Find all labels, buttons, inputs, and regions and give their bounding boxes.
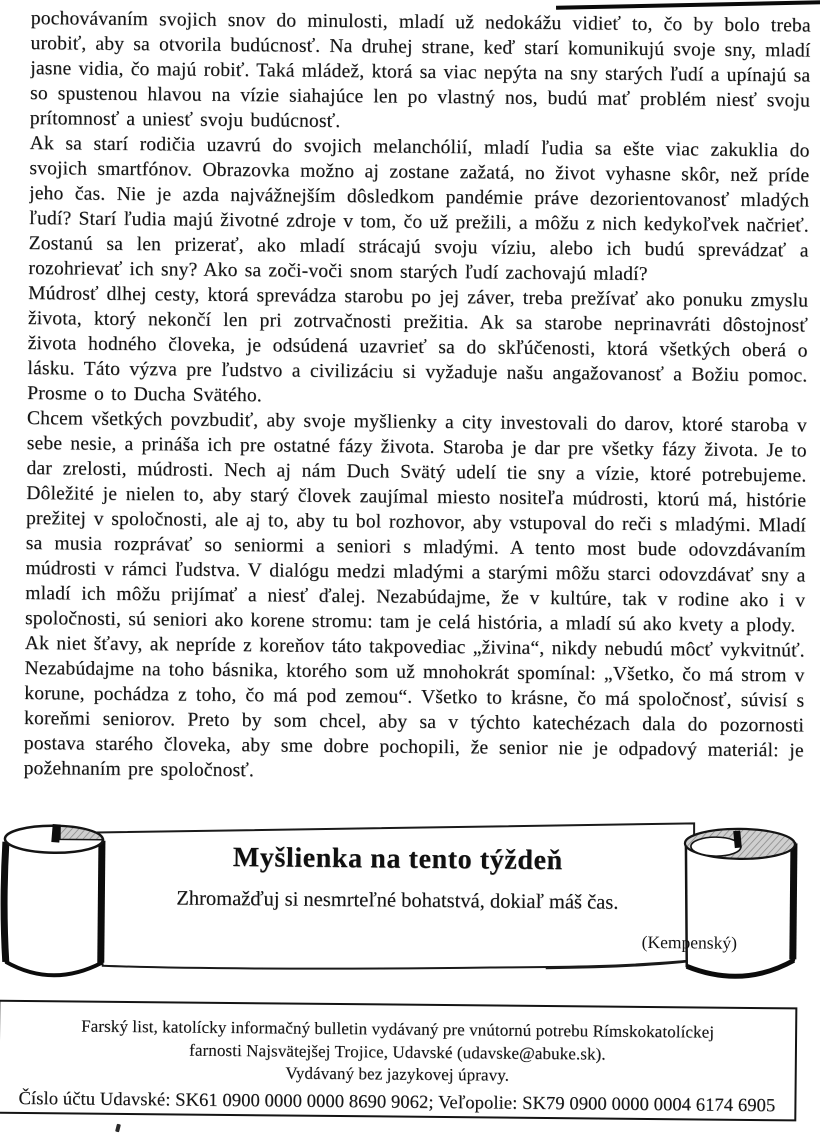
- banner-title: Myšlienka na tento týždeň: [232, 841, 563, 877]
- paragraph: pochovávaním svojich snov do minulosti, mladí už nedokážu vidieť to, čo by bolo treba urobiť, aby sa otvorila budúcnosť. Na druhej strane, keď starí komunikujú svoje sny, mladí jasne vidia, čo majú robiť. Taká mládež, ktorá sa viac nepýta na sny starých ľudí a upínajú sa so spustenou hlavou na vízie siahajúce len po vlastný nos, budú mať problém niesť svoju prítomnosť a uniesť svoju budúcnosť.: [29, 8, 811, 132]
- scroll-left-roll: [3, 824, 103, 976]
- thought-of-week-banner: [0, 812, 812, 1012]
- paragraph: Chcem všetkých povzbudiť, aby svoje myšlienky a city investovali do darov, ktoré staroba v sebe nesie, a prináša ich pre ostatné fázy života. Staroba je dar pre všetky fázy života. Je to dar zrelosti, múdrosti. Nech aj nám Duch Svätý udelí tie sny a vízie, ktoré potrebujeme. Dôležité je nielen to, aby starý človek zaujímal miesto nositeľa múdrosti, ktorú má, histórie prežitej v spoločnosti, ale aj to, aby tu bol rozhovor, aby vstupoval do reči s mladými. Mladí sa musia rozprávať so seniormi a seniori s mladými. A tento most bude odovzdávaním múdrosti v rámci ľudstva. V dialógu medzi mladými a starými môžu starci odovzdávať sny a mladí ich môžu prijímať a niesť ďalej. Nezabúdajme, že v kultúre, tak v rodine ako i v spoločnosti, sú seniori ako korene stromu: tam je celá história, a mladí sú ako kvety a plody.: [24, 407, 808, 637]
- paragraph: Ak sa starí rodičia uzavrú do svojich melanchólií, mladí ľudia sa ešte viac zakuklia do svojich smartfónov. Obrazovka možno aj zostane zažatá, no život vyhasne skôr, než príde jeho čas. Nie je azda najvážnejším dôsledkom pandémie práve dezorientovanosť mladých ľudí? Starí ľudia majú životné zdroje v tom, čo už prežili, a môžu z nich kedykoľvek načrieť. Zostanú sa len prizerať, ako mladí strácajú svoju víziu, alebo ich budú sprevádzať a rozohrievať ich sny? Ako sa zoči-voči snom starých ľudí zachovajú mladí?: [28, 133, 810, 285]
- bank-accounts-line: Číslo účtu Udavské: SK61 0900 0000 0000 8690 9062; Veľopolie: SK79 0900 0000 0004 6174 6905: [18, 1088, 776, 1116]
- banner-quote: Zhromažďuj si nesmrteľné bohatstvá, dokiaľ máš čas.: [176, 887, 619, 914]
- scroll-right-roll: [684, 828, 795, 977]
- paragraph: Ak niet šťavy, ak nepríde z koreňov táto takpovediac „živina“, nikdy nebudú môcť vykvitnúť. Nezabúdajme na toho básnika, ktorého som už mnohokrát spomínal: „Všetko, čo má strom v korune, pochádza z toho, čo má pod zemou“. Všetko to krásne, čo má spoločnosť, súvisí s koreňmi seniorov. Preto by som chcel, aby sa v týchto katechézach dala do pozornosti postava starého človeka, aby sme dobre pochopili, že senior nie je odpadový materiál: je požehnaním pre spoločnosť.: [23, 632, 805, 782]
- banner-attribution: (Kempenský): [641, 931, 738, 953]
- imprint-line-1: Farský list, katolícky informačný bulletin vydávaný pre vnútornú potrebu Rímskokatolíckej: [81, 1016, 715, 1042]
- imprint-line-3: Vydávaný bez jazykovej úpravy.: [285, 1063, 510, 1085]
- imprint-box: [0, 1000, 797, 1122]
- paragraph: Múdrosť dlhej cesty, ktorá sprevádza starobu po jej záver, treba prežívať ako ponuku zmyslu života, ktorý nekončí len pri zotrvačnosti prežitia. Ak sa starobe neprinavráti dôstojnosť života hodného človeka, je odsúdená uzavrieť sa do skľúčenosti, ktorá všetkých oberá o lásku. Táto výzva pre ľudstvo a civilizáciu si vyžaduje našu angažovanosť a Božiu pomoc. Prosme o to Ducha Svätého.: [27, 282, 809, 407]
- imprint-line-2: farnosti Najsvätejšej Trojice, Udavské (udavske@abuke.sk).: [189, 1040, 606, 1064]
- article-text: [23, 6, 811, 821]
